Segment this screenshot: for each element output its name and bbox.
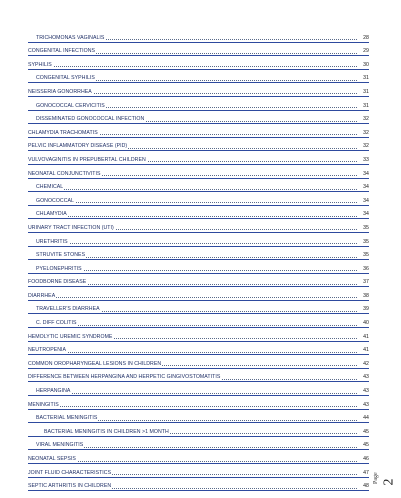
toc-entry[interactable] [28,274,369,288]
toc-entry-title: DISSEMINATED GONOCOCCAL INFECTION [36,116,145,123]
toc-entry-page-number: 29 [363,48,369,55]
toc-entry[interactable] [28,478,369,492]
toc-entry[interactable] [28,83,369,97]
toc-entry-title: GONOCOCCAL CERVICITIS [36,102,105,109]
toc-entry-page-number: 41 [363,333,369,340]
page-number: 2 [381,478,397,486]
dot-leader [36,242,357,244]
toc-entry[interactable] [28,206,369,220]
toc-entry[interactable] [28,29,369,43]
toc-entry[interactable] [28,219,369,233]
toc-entry-title: VIRAL MENINGITIS [36,442,84,449]
toc-entry[interactable] [28,233,369,247]
toc-entry-title: BACTERIAL MENINGITIS IN CHILDREN >1 MONTH [44,428,169,435]
toc-entry[interactable] [28,369,369,383]
toc-entry-page-number: 35 [363,238,369,245]
toc-entry-page-number: 36 [363,265,369,272]
toc-entry-page-number: 30 [363,61,369,68]
table-of-contents [28,29,369,491]
toc-entry-page-number: 32 [363,116,369,123]
dot-leader [28,460,357,462]
toc-entry[interactable] [28,97,369,111]
dot-leader [28,65,357,67]
toc-entry-page-number: 34 [363,170,369,177]
toc-entry-page-number: 46 [363,456,369,462]
dot-leader [36,324,357,326]
toc-entry-title: NEISSERIA GONORRHEA [28,88,92,95]
toc-entry-page-number: 35 [363,224,369,231]
toc-entry[interactable] [28,314,369,328]
toc-entry-page-number: 43 [363,388,369,395]
toc-entry[interactable] [28,260,369,274]
dot-leader [36,269,357,271]
toc-entry-title: CONGENITAL INFECTIONS [28,48,96,55]
toc-entry[interactable] [28,437,369,451]
toc-entry-title: URETHRITIS [36,238,68,245]
toc-entry-title: DIARRHEA [28,292,56,299]
toc-entry-page-number: 32 [363,129,369,136]
toc-entry-page-number: 34 [363,197,369,204]
toc-entry-title: CHLAMYDIA TRACHOMATIS [28,129,98,136]
toc-entry-title: SYPHILIS [28,61,52,68]
toc-entry-title: SEPTIC ARTHRITIS IN CHILDREN [28,483,112,490]
toc-entry[interactable] [28,355,369,369]
toc-entry-title: DIFFERENCE BETWEEN HERPANGINA AND HERPETIC GINGIVOSTOMATITIS [28,374,221,381]
toc-entry-title: JOINT FLUID CHARACTERISTICS [28,469,112,476]
toc-entry-title: GONOCOCCAL [36,197,74,204]
dot-leader [36,215,357,217]
toc-entry-page-number: 43 [363,401,369,408]
toc-entry[interactable] [28,464,369,478]
toc-entry[interactable] [28,287,369,301]
toc-entry-title: PYELONEPHRITIS [36,265,82,272]
toc-entry-title: CONGENITAL SYPHILIS [36,75,95,82]
toc-entry[interactable] [28,328,369,342]
toc-entry-title: PELVIC INFLAMMATORY DISEASE (PID) [28,143,128,150]
toc-entry-page-number: 45 [363,442,369,449]
toc-entry[interactable] [28,111,369,125]
toc-entry[interactable] [28,247,369,261]
toc-entry-title: MENINGITIS [28,401,59,408]
toc-entry-page-number: 31 [363,75,369,82]
toc-entry-page-number: 43 [363,374,369,381]
toc-entry[interactable] [28,56,369,70]
toc-entry[interactable] [28,124,369,138]
dot-leader [36,392,357,394]
toc-entry[interactable] [28,423,369,437]
toc-entry-title: CHEMICAL [36,184,64,191]
toc-entry[interactable] [28,192,369,206]
toc-entry[interactable] [28,450,369,464]
dot-leader [28,405,357,407]
toc-entry-title: NEUTROPENIA [28,347,67,354]
toc-entry-title: TRICHOMONAS VAGINALIS [36,34,105,41]
toc-entry-title: NEONATAL SEPSIS [28,456,76,462]
toc-entry-page-number: 47 [363,469,369,476]
toc-entry-page-number: 42 [363,360,369,367]
toc-entry-page-number: 31 [363,102,369,109]
toc-entry[interactable] [28,151,369,165]
toc-entry[interactable] [28,382,369,396]
toc-entry-page-number: 40 [363,320,369,327]
toc-entry[interactable] [28,43,369,57]
toc-entry-title: HEMOLYTIC UREMIC SYNDROME [28,333,113,340]
toc-entry-page-number: 45 [363,428,369,435]
toc-entry-title: URINARY TRACT INFECTION (UTI) [28,224,114,231]
toc-entry-page-number: 38 [363,292,369,299]
dot-leader [28,351,357,353]
toc-entry-page-number: 34 [363,184,369,191]
toc-entry[interactable] [28,342,369,356]
page-footer [373,450,397,490]
dot-leader [28,296,357,298]
toc-entry-page-number: 31 [363,88,369,95]
toc-entry-page-number: 35 [363,252,369,259]
toc-entry[interactable] [28,301,369,315]
toc-entry-title: CHLAMYDIA [36,211,67,218]
toc-entry-page-number: 44 [363,415,369,422]
toc-entry-title: NEONATAL CONJUNCTIVITIS [28,170,101,177]
toc-entry-page-number: 37 [363,279,369,286]
toc-entry-page-number: 39 [363,306,369,313]
toc-entry[interactable] [28,165,369,179]
toc-entry-title: HERPANGINA [36,388,71,395]
toc-entry-title: STRUVITE STONES [36,252,86,259]
toc-entry[interactable] [28,138,369,152]
toc-entry-page-number: 32 [363,143,369,150]
dot-leader [36,201,357,203]
dot-leader [36,188,357,190]
toc-entry[interactable] [28,396,369,410]
toc-entry[interactable] [28,179,369,193]
toc-entry-title: FOODBORNE DISEASE [28,279,87,286]
toc-entry-title: C. DIFF COLITIS [36,320,77,327]
page-word: Page [373,472,379,484]
toc-entry[interactable] [28,70,369,84]
toc-entry-title: VULVOVAGINITIS IN PREPUBERTAL CHILDREN [28,156,146,163]
toc-entry-title: TRAVELLER'S DIARRHEA [36,306,100,313]
toc-entry-page-number: 28 [363,34,369,41]
toc-entry-page-number: 34 [363,211,369,218]
toc-entry-title: BACTERIAL MENINGITIS [36,415,98,422]
toc-entry-page-number: 33 [363,156,369,163]
toc-entry-page-number: 48 [363,483,369,490]
toc-entry-title: COMMON OROPHARYNGEAL LESIONS IN CHILDREN [28,360,162,367]
toc-entry[interactable] [28,410,369,424]
toc-entry-page-number: 41 [363,347,369,354]
